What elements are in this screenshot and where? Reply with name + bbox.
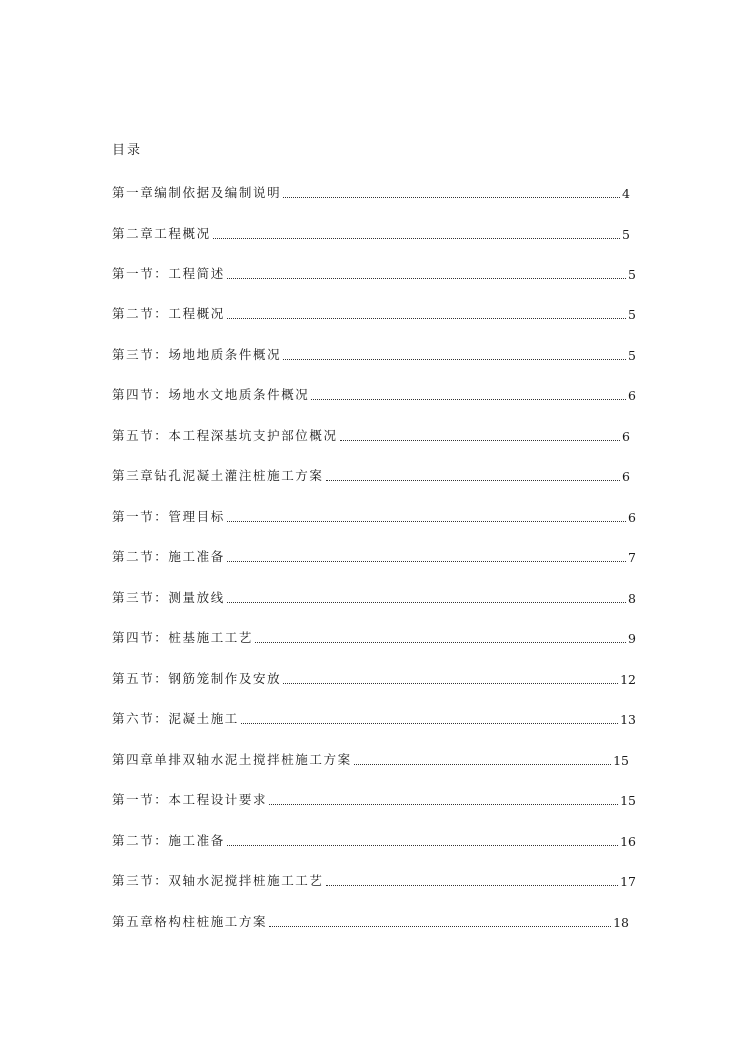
toc-entry-page: 6 — [628, 388, 636, 403]
toc-entry-label: 第三节：双轴水泥搅拌桩施工工艺 — [112, 873, 324, 888]
toc-entry-page: 8 — [628, 591, 636, 606]
toc-entry-page: 6 — [622, 469, 630, 484]
dot-leader — [283, 683, 618, 684]
toc-entry-page: 5 — [628, 307, 636, 322]
dot-leader — [227, 561, 626, 562]
toc-entry[interactable] — [112, 302, 636, 322]
dot-leader — [227, 278, 626, 279]
toc-entry-label: 第三章钻孔泥凝土灌注桩施工方案 — [112, 468, 324, 483]
toc-entry[interactable] — [112, 667, 636, 687]
dot-leader — [340, 440, 620, 441]
toc-entry-page: 12 — [620, 672, 636, 687]
toc-entry-label: 第一章编制依据及编制说明 — [112, 185, 282, 200]
toc-entry[interactable] — [112, 910, 629, 930]
toc-entry-label: 第二节：施工准备 — [112, 833, 225, 848]
toc-entry-label: 第一节：管理目标 — [112, 509, 225, 524]
toc-entry-label: 第二节：施工准备 — [112, 549, 225, 564]
dot-leader — [311, 399, 626, 400]
toc-entry[interactable] — [112, 343, 636, 363]
toc-entry[interactable] — [112, 545, 636, 565]
toc-entry-page: 9 — [628, 631, 636, 646]
toc-entry-label: 第三节：场地地质条件概况 — [112, 347, 282, 362]
toc-entry[interactable] — [112, 626, 636, 646]
toc-entry-label: 第四节：桩基施工工艺 — [112, 630, 254, 645]
toc-entry-page: 5 — [628, 348, 636, 363]
toc-entry[interactable] — [112, 829, 636, 849]
toc-entry-page: 6 — [622, 429, 630, 444]
toc-entry-label: 第二节：工程概况 — [112, 306, 225, 321]
toc-entry-label: 第一节：工程简述 — [112, 266, 225, 281]
toc-entry-page: 7 — [628, 550, 636, 565]
toc-entry[interactable] — [112, 748, 629, 768]
dot-leader — [255, 642, 626, 643]
toc-entry-label: 第五节：钢筋笼制作及安放 — [112, 671, 282, 686]
toc-entry-label: 第四章单排双轴水泥土搅拌桩施工方案 — [112, 752, 352, 767]
toc-entry-page: 15 — [613, 753, 629, 768]
toc-entry-page: 13 — [620, 712, 636, 727]
dot-leader — [326, 885, 619, 886]
dot-leader — [227, 318, 626, 319]
dot-leader — [354, 764, 611, 765]
toc-title: 目录 — [112, 143, 143, 158]
dot-leader — [283, 359, 626, 360]
toc-entry[interactable] — [112, 707, 636, 727]
toc-entry[interactable] — [112, 505, 636, 525]
toc-entry-page: 16 — [620, 834, 636, 849]
toc-entry-label: 第五章格构柱桩施工方案 — [112, 914, 268, 929]
toc-entry[interactable] — [112, 464, 630, 484]
dot-leader — [227, 845, 618, 846]
dot-leader — [213, 238, 620, 239]
toc-entry[interactable] — [112, 222, 630, 242]
toc-entry-label: 第五节：本工程深基坑支护部位概况 — [112, 428, 338, 443]
toc-entry-label: 第一节：本工程设计要求 — [112, 792, 268, 807]
dot-leader — [269, 804, 618, 805]
toc-entry-page: 6 — [628, 510, 636, 525]
toc-entry-label: 第三节：测量放线 — [112, 590, 225, 605]
toc-entry[interactable] — [112, 424, 630, 444]
dot-leader — [269, 926, 611, 927]
toc-entry[interactable] — [112, 869, 636, 889]
dot-leader — [227, 521, 626, 522]
toc-entry[interactable] — [112, 262, 636, 282]
toc-entry-page: 15 — [620, 793, 636, 808]
dot-leader — [283, 197, 620, 198]
toc-entry-label: 第六节：泥凝土施工 — [112, 711, 239, 726]
toc-entry[interactable] — [112, 383, 636, 403]
toc-entry-page: 4 — [622, 186, 630, 201]
toc-entry-label: 第二章工程概况 — [112, 226, 211, 241]
toc-entry[interactable] — [112, 788, 636, 808]
dot-leader — [326, 480, 621, 481]
dot-leader — [227, 602, 626, 603]
toc-entry-page: 18 — [613, 915, 629, 930]
dot-leader — [241, 723, 618, 724]
toc-entry-page: 5 — [622, 227, 630, 242]
toc-entry-page: 5 — [628, 267, 636, 282]
toc-entry[interactable] — [112, 586, 636, 606]
toc-entry-label: 第四节：场地水文地质条件概况 — [112, 387, 310, 402]
toc-entry[interactable] — [112, 181, 630, 201]
toc-entry-page: 17 — [620, 874, 636, 889]
